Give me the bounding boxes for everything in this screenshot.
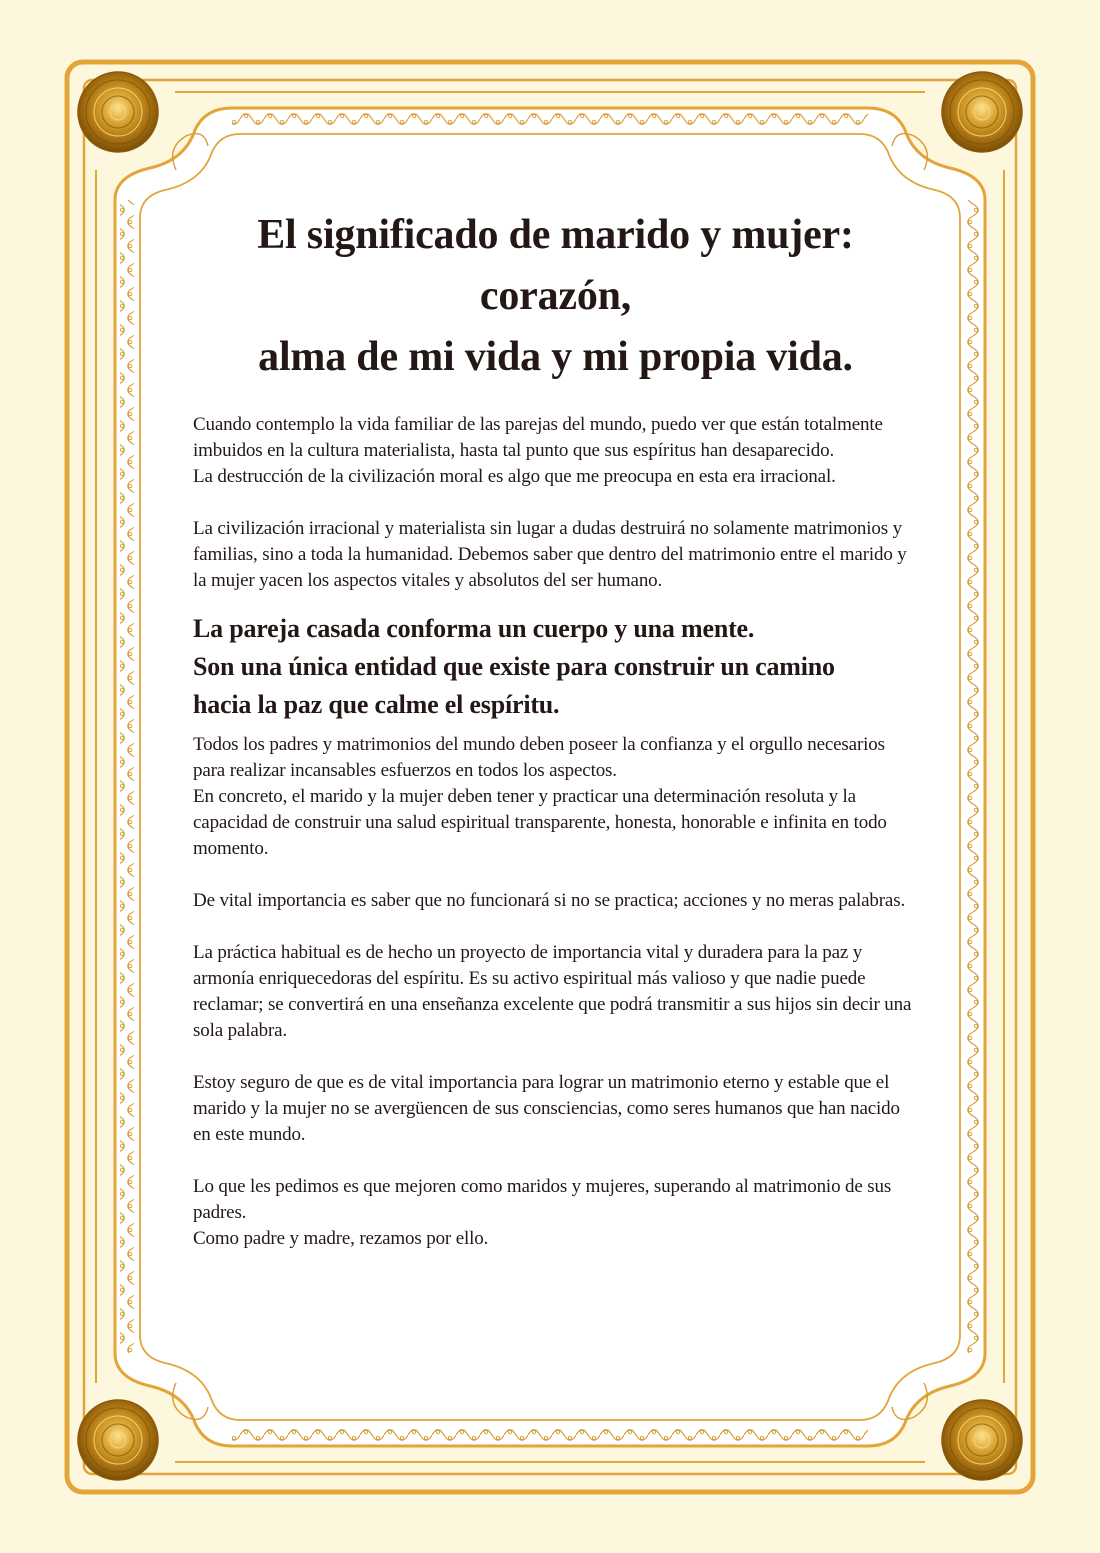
paragraph-line: De vital importancia es saber que no funcionará si no se practica; acciones y no meras palabras. [193,890,906,911]
paragraph-line: La destrucción de la civilización moral es algo que me preocupa en esta era irracional. [193,466,836,487]
paragraph-line: La civilización irracional y materialista sin lugar a dudas destruirá no solamente matrimonios y familias, sino a toda la humanidad. Debemos saber que dentro del matrimonio entre el marido y la mujer yacen los aspectos vitales y absolutos del ser humano. [193,518,907,591]
page-title [193,205,918,388]
corner-medallion-icon [942,1400,1022,1480]
paragraph-line: Como padre y madre, rezamos por ello. [193,1228,489,1249]
title-line: alma de mi vida y mi propia vida. [258,334,853,380]
body-paragraph [193,732,918,862]
paragraph-line: Cuando contemplo la vida familiar de las parejas del mundo, puedo ver que están totalmente imbuidos en la cultura materialista, hasta tal punto que sus espíritus han desaparecido. [193,414,883,461]
body-paragraph [193,940,918,1044]
paragraph-line: Todos los padres y matrimonios del mundo deben poseer la confianza y el orgullo necesarios para realizar incansables esfuerzos en todos los aspectos. [193,734,885,781]
body-paragraph [193,888,918,914]
corner-medallion-icon [78,72,158,152]
title-line: El significado de marido y mujer: [257,212,854,258]
title-line: corazón, [479,273,632,319]
highlight-statement [193,610,918,724]
paragraph-line: Lo que les pedimos es que mejoren como maridos y mujeres, superando al matrimonio de sus padres. [193,1176,892,1223]
paragraph-line: La práctica habitual es de hecho un proyecto de importancia vital y duradera para la paz y armonía enriquecedoras del espíritu. Es su activo espiritual más valioso y que nadie puede reclamar; se convertirá en una enseñanza excelente que podrá transmitir a sus hijos sin decir una sola palabra. [193,942,912,1041]
paragraph-line: Estoy seguro de que es de vital importancia para lograr un matrimonio eterno y estable que el marido y la mujer no se avergüencen de sus consciencias, como seres humanos que han nacido en este mundo. [193,1072,900,1145]
paragraph-line: En concreto, el marido y la mujer deben tener y practicar una determinación resoluta y la capacidad de construir una salud espiritual transparente, honesta, honorable e infinita en todo momento. [193,786,887,859]
corner-medallion-icon [78,1400,158,1480]
document-content [193,205,918,1252]
highlight-line: hacia la paz que calme el espíritu. [193,690,560,719]
body-paragraph [193,1070,918,1148]
body-paragraph [193,516,918,594]
corner-medallion-icon [942,72,1022,152]
highlight-line: Son una única entidad que existe para construir un camino [193,652,835,681]
body-paragraph [193,1174,918,1252]
body-paragraph [193,412,918,490]
highlight-line: La pareja casada conforma un cuerpo y una mente. [193,614,755,643]
